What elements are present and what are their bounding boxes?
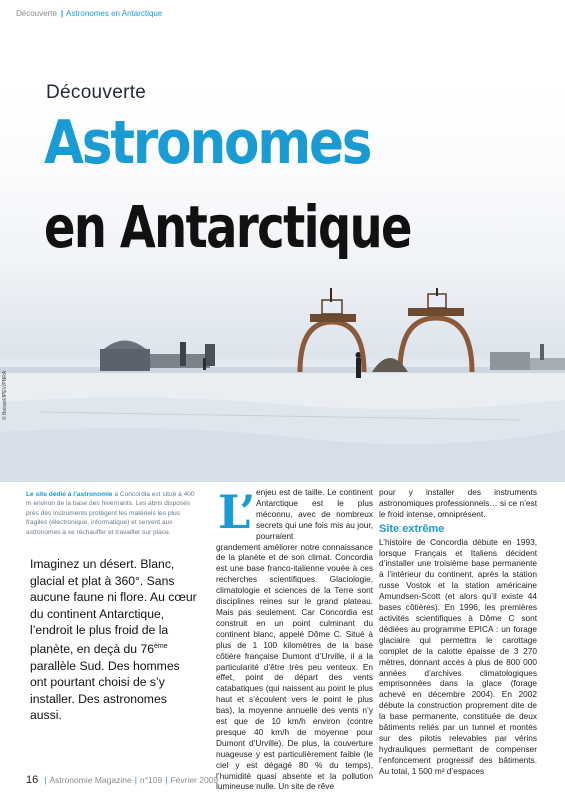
col2-opening: enjeu est de taille. Le continent Antarctique est le plus méconnu, avec de nombreux secrets qui une fois mis au jour, pourraient — [256, 487, 373, 541]
magazine-name: Astronomie Magazine — [49, 775, 132, 785]
caption-text: à Concordia est situé à 400 m environ de la base des hivernants. Les abris disposés près des instruments protègent les matériels les plus fragiles (électronique, informatique) et servent aux astronomes à se réchauffer et travailler sur place. — [26, 491, 195, 536]
page-title-line-1: Astronomes — [44, 108, 371, 178]
header-separator: | — [60, 9, 64, 18]
page-number: 16 — [26, 774, 39, 786]
caption-lead: Le site dédié à l’astronomie — [26, 491, 113, 498]
lead-text-part-2: parallèle Sud. Des hommes ont pourtant choisi de s’y installer. Des astronomes aussi. — [30, 658, 180, 723]
page-footer — [26, 774, 218, 786]
issue-date: Février 2009 — [170, 775, 219, 785]
running-header — [16, 9, 162, 18]
page-title-line-2: en Antarctique — [44, 193, 411, 261]
observatory-tower-silhouette-2 — [400, 288, 472, 372]
telescope-dome-silhouette — [100, 341, 215, 372]
rubric-label: Découverte — [46, 82, 147, 103]
footer-sep-2: | — [134, 775, 137, 785]
drop-cap: L’ — [218, 485, 256, 539]
photo-credit: © Boissel/IPEV/PNRA — [2, 370, 8, 420]
section-heading: Site extrême — [379, 522, 445, 535]
issue-number: n°109 — [139, 775, 163, 785]
lead-paragraph — [30, 556, 200, 724]
col3-body: L’histoire de Concordia débute en 1993, lorsque Français et Italiens décident d’installer une troisième base permanente à l’intérieur du continent, après la station russe Vostok et la station américaine Amundsen-Scott (et alors qu’il existe 44 bases côtières). En 1996, les premières activités scientifiques à Dôme C sont dédiées au programme EPICA : un forage glaciaire qui permettra le carottage complet de la calotte épaisse de 3 270 mètres, donnant accès à plus de 800 000 années d’archives climatologiques emprisonnées dans la glace (forage achevé en décembre 2004). En 2002 débute la construction proprement dite de la base permanente, constituée de deux bâtiments reliés par un tunnel et montés sur des pilotis relevables par vérins hydrauliques permettant de compenser l’enfoncement progressif des bâtiments. Au total, 1 500 m² d’espaces — [379, 536, 537, 776]
col3-opening: pour y installer des instruments astronomiques professionnels… si ce n’est le froid intense, omniprésent. — [379, 487, 537, 519]
photo-caption — [26, 490, 198, 537]
station-buildings — [490, 344, 565, 370]
header-current-article: Astronomes en Antarctique — [66, 9, 163, 18]
col2-body: grandement améliorer notre connaissance de la planète et de son climat. Concordia est une base franco-italienne vouée à ces recherches scientifiques. Glaciologie, climatologie et sciences de la Terre sont disciplines reines sur le grand plateau. Mais pas seulement. Car Concordia est construit en un point culminant du continent blanc, appelé Dôme C. Situé à plus de 1 100 kilomètres de la base côtière française Dumont d’Urville, il a la particularité d’être très peu venteux. En effet, point de départ des vents catabatiques (qui naissent au point le plus haut et s’écoulent vers le point le plus bas), la moyenne annuelle des vents n’y est que de 10 km/h environ (contre presque 40 km/h de moyenne pour Dumont d’Urville). De plus, la couverture nuageuse y est particulièrement faible (le ciel y est dégagé 80 % du temps), l’humidité quasi absente et la pollution lumineuse nulle. Un site de rêve — [216, 541, 373, 792]
article-column-2 — [216, 487, 373, 792]
footer-sep-3: | — [165, 775, 168, 785]
horizon-haze — [0, 367, 565, 373]
header-section: Découverte — [16, 9, 57, 18]
lead-text-part-1: Imaginez un désert. Blanc, glacial et plat à 360°. Sans aucune faune ni flore. Au cœur du continent Antarctique, l’endroit le plus froid de la planète, en deçà du 76 — [30, 557, 197, 657]
lead-superscript: ème — [154, 642, 168, 650]
article-column-3 — [379, 487, 537, 777]
footer-sep-1: | — [44, 775, 47, 785]
observatory-tower-silhouette — [300, 288, 364, 372]
